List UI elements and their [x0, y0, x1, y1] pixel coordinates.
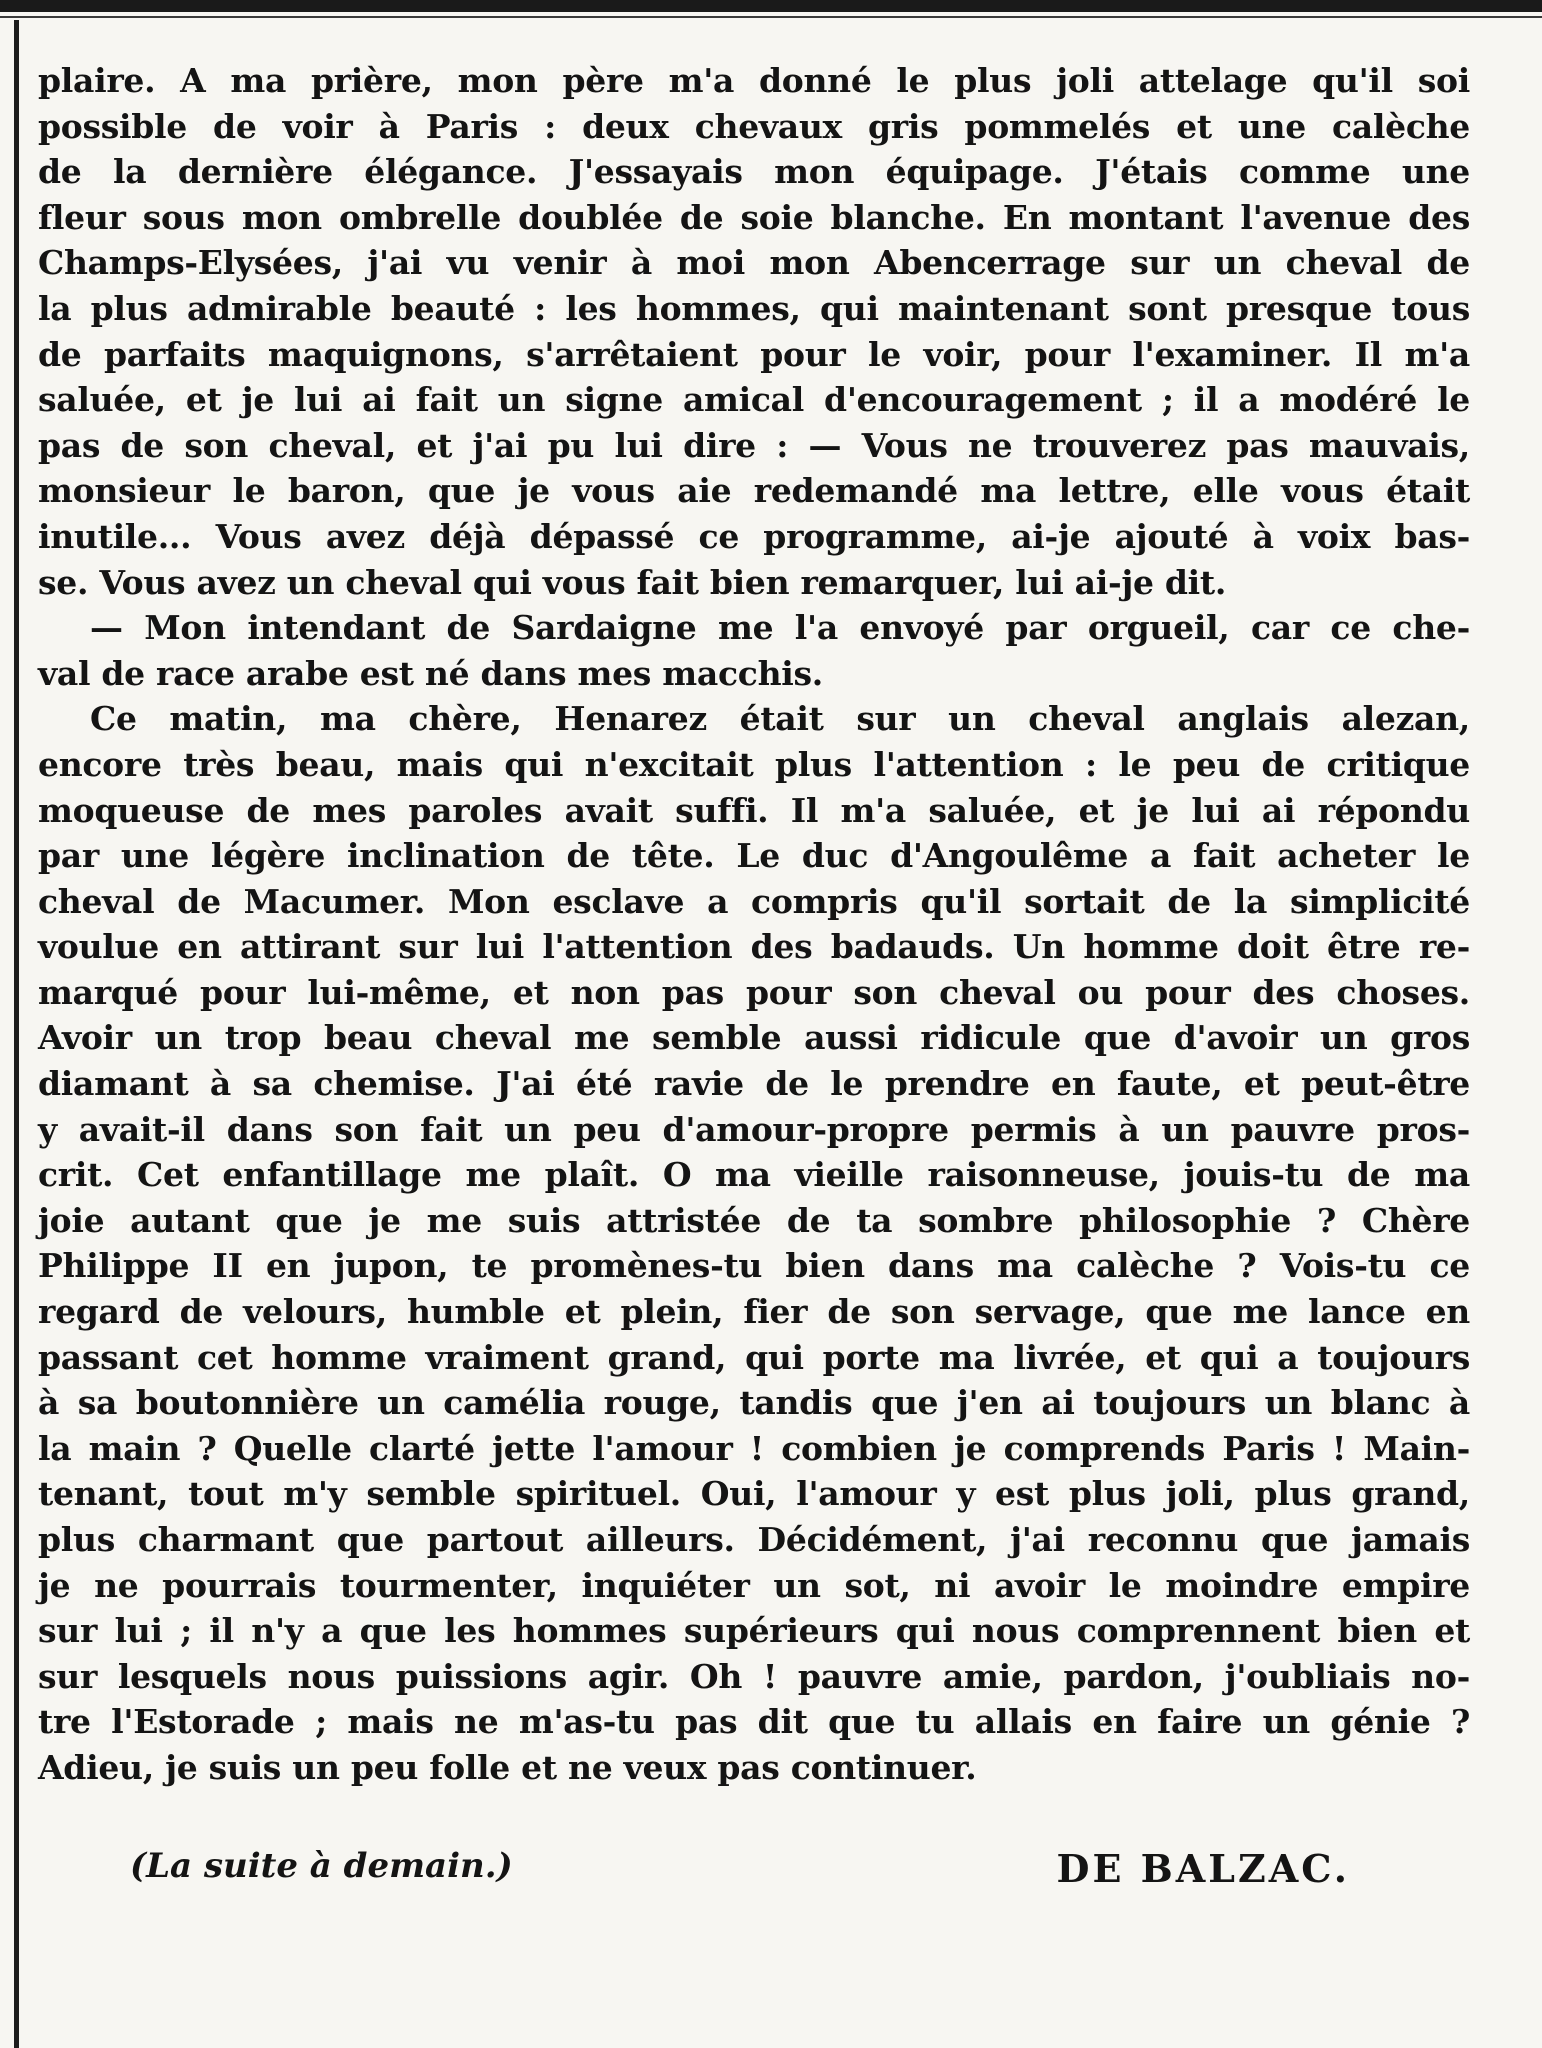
text-line: à sa boutonnière un camélia rouge, tandis que j'en ai toujours un blanc à	[38, 1383, 1470, 1423]
text-line: inutile... Vous avez déjà dépassé ce programme, ai-je ajouté à voix bas-	[38, 516, 1470, 556]
text-line: fleur sous mon ombrelle doublée de soie blanche. En montant l'avenue des	[38, 197, 1470, 237]
text-line: Champs-Elysées, j'ai vu venir à moi mon Abencerrage sur un cheval de	[38, 243, 1470, 283]
text-line: sur lesquels nous puissions agir. Oh ! pauvre amie, pardon, j'oubliais no-	[38, 1656, 1470, 1696]
text-line: Avoir un trop beau cheval me semble aussi ridicule que d'avoir un gros	[38, 1018, 1470, 1058]
text-line: passant cet homme vraiment grand, qui porte ma livrée, et qui a toujours	[38, 1337, 1470, 1377]
text-line: crit. Cet enfantillage me plaît. O ma vieille raisonneuse, jouis-tu de ma	[38, 1155, 1470, 1195]
text-line: regard de velours, humble et plein, fier de son servage, que me lance en	[38, 1292, 1470, 1332]
text-line: je ne pourrais tourmenter, inquiéter un sot, ni avoir le moindre empire	[38, 1565, 1470, 1605]
text-line: encore très beau, mais qui n'excitait plus l'attention : le peu de critique	[38, 744, 1470, 784]
author-signature: DE BALZAC.	[1056, 1846, 1350, 1891]
text-line: y avait-il dans son fait un peu d'amour-propre permis à un pauvre pros-	[38, 1109, 1470, 1149]
continuation-note: (La suite à demain.)	[130, 1846, 513, 1886]
text-line: de la dernière élégance. J'essayais mon équipage. J'étais comme une	[38, 152, 1470, 192]
text-line: de parfaits maquignons, s'arrêtaient pour le voir, pour l'examiner. Il m'a	[38, 334, 1470, 374]
text-line: val de race arabe est né dans mes macchis.	[38, 653, 823, 693]
text-line: cheval de Macumer. Mon esclave a compris qu'il sortait de la simplicité	[38, 881, 1470, 921]
text-line: tenant, tout m'y semble spirituel. Oui, l'amour y est plus joli, plus grand,	[38, 1474, 1470, 1514]
article-footer	[130, 1846, 1350, 1906]
text-line: Adieu, je suis un peu folle et ne veux pas continuer.	[38, 1747, 977, 1787]
text-line: Philippe II en jupon, te promènes-tu bien dans ma calèche ? Vois-tu ce	[38, 1246, 1470, 1286]
text-line: joie autant que je me suis attristée de ta sombre philosophie ? Chère	[38, 1200, 1470, 1240]
text-line: monsieur le baron, que je vous aie redemandé ma lettre, elle vous était	[38, 471, 1470, 511]
text-line: sur lui ; il n'y a que les hommes supérieurs qui nous comprennent bien et	[38, 1611, 1470, 1651]
text-line: plaire. A ma prière, mon père m'a donné le plus joli attelage qu'il soi	[38, 61, 1470, 100]
top-rule-thin	[0, 16, 1542, 18]
column-rule	[14, 20, 19, 2048]
text-line: la plus admirable beauté : les hommes, qui maintenant sont presque tous	[38, 288, 1470, 328]
text-line: se. Vous avez un cheval qui vous fait bien remarquer, lui ai-je dit.	[38, 562, 1227, 602]
text-line: marqué pour lui-même, et non pas pour son cheval ou pour des choses.	[38, 972, 1470, 1012]
text-line: pas de son cheval, et j'ai pu lui dire : — Vous ne trouverez pas mauvais,	[38, 425, 1470, 465]
article-text	[38, 58, 1470, 1791]
text-line: tre l'Estorade ; mais ne m'as-tu pas dit que tu allais en faire un génie ?	[38, 1702, 1470, 1742]
text-line: diamant à sa chemise. J'ai été ravie de le prendre en faute, et peut-être	[38, 1064, 1470, 1104]
text-line: par une légère inclination de tête. Le duc d'Angoulême a fait acheter le	[38, 836, 1470, 876]
text-line: possible de voir à Paris : deux chevaux gris pommelés et une calèche	[38, 106, 1470, 146]
text-line: la main ? Quelle clarté jette l'amour ! combien je comprends Paris ! Main-	[38, 1428, 1470, 1468]
text-line: Ce matin, ma chère, Henarez était sur un cheval anglais alezan,	[90, 699, 1470, 739]
text-line: saluée, et je lui ai fait un signe amical d'encouragement ; il a modéré le	[38, 380, 1470, 420]
text-line: — Mon intendant de Sardaigne me l'a envoyé par orgueil, car ce che-	[90, 608, 1470, 648]
top-rule	[0, 0, 1542, 12]
text-line: voulue en attirant sur lui l'attention des badauds. Un homme doit être re-	[38, 927, 1470, 967]
text-line: plus charmant que partout ailleurs. Décidément, j'ai reconnu que jamais	[38, 1520, 1470, 1559]
text-line: moqueuse de mes paroles avait suffi. Il m'a saluée, et je lui ai répondu	[38, 790, 1470, 830]
